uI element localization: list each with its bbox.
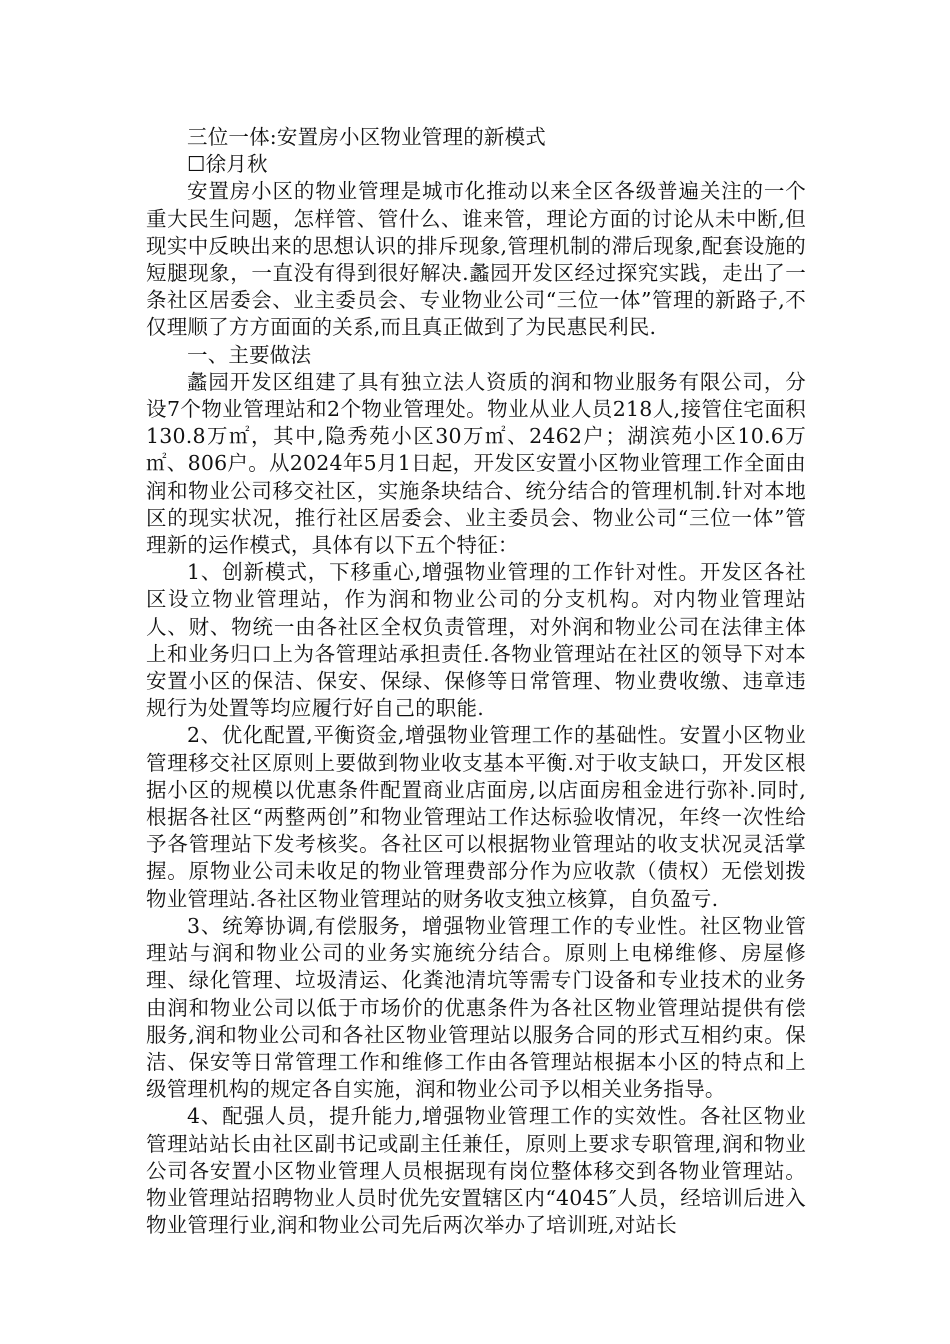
paragraph-intro: 安置房小区的物业管理是城市化推动以来全区各级普遍关注的一个重大民生问题，怎样管、管什么、谁来管，理论方面的讨论从未中断,但现实中反映出来的思想认识的排斥现象,管理机制的滞后现象,配套设施的短腿现象，一直没有得到很好解决.蠡园开发区经过探究实践，走出了一条社区居委会、业主委员会、专业物业公司“三位一体”管理的新路子,不仅理顺了方方面面的关系,而且真正做到了为民惠民利民. (146, 179, 806, 340)
paragraph-feature-4: 4、配强人员，提升能力,增强物业管理工作的实效性。各社区物业管理站站长由社区副书记或副主任兼任，原则上要求专职管理,润和物业公司各安置小区物业管理人员根据现有岗位整体移交到各物业管理站。物业管理站招聘物业人员时优先安置辖区内“4045″人员，经培训后进入物业管理行业,润和物业公司先后两次举办了培训班,对站长 (146, 1104, 806, 1238)
paragraph-feature-3: 3、统筹协调,有偿服务，增强物业管理工作的专业性。社区物业管理站与润和物业公司的业务实施统分结合。原则上电梯维修、房屋修理、绿化管理、垃圾清运、化粪池清坑等需专门设备和专业技术的业务由润和物业公司以低于市场价的优惠条件为各社区物业管理站提供有偿服务,润和物业公司和各社区物业管理站以服务合同的形式互相约束。保洁、保安等日常管理工作和维修工作由各管理站根据本小区的特点和上级管理机构的规定各自实施，润和物业公司予以相关业务指导。 (146, 913, 806, 1102)
paragraph-feature-2: 2、优化配置,平衡资金,增强物业管理工作的基础性。安置小区物业管理移交社区原则上要做到物业收支基本平衡.对于收支缺口，开发区根据小区的规模以优惠条件配置商业店面房,以店面房租金进行弥补.同时,根据各社区“两整两创”和物业管理站工作达标验收情况，年终一次性给予各管理站下发考核奖。各社区可以根据物业管理站的收支状况灵活掌握。原物业公司未收足的物业管理费部分作为应收款（债权）无偿划拨物业管理站.各社区物业管理站的财务收支独立核算，自负盈亏. (146, 723, 806, 911)
paragraph-overview: 蠡园开发区组建了具有独立法人资质的润和物业服务有限公司，分设7个物业管理站和2个物业管理处。物业从业人员218人,接管住宅面积130.8万㎡，其中,隐秀苑小区30万㎡、2462户；湖滨苑小区10.6万㎡、806户。从2024年5月1日起，开发区安置小区物业管理工作全面由润和物业公司移交社区，实施条块结合、统分结合的管理机制.针对本地区的现实状况，推行社区居委会、业主委员会、物业公司“三位一体”管理新的运作模式，具体有以下五个特征： (146, 369, 806, 558)
article-title: 三位一体:安置房小区物业管理的新模式 (187, 125, 547, 149)
article-body (146, 124, 806, 1239)
article-author: ☐徐月秋 (187, 152, 268, 177)
paragraph-feature-1: 1、创新模式，下移重心,增强物业管理的工作针对性。开发区各社区设立物业管理站，作为润和物业公司的分支机构。对内物业管理站人、财、物统一由各社区全权负责管理，对外润和物业公司在法律主体上和业务归口上为各管理站承担责任.各物业管理站在社区的领导下对本安置小区的保洁、保安、保绿、保修等日常管理、物业费收缴、违章违规行为处置等均应履行好自己的职能. (146, 560, 806, 721)
section-heading: 一、主要做法 (187, 342, 312, 367)
